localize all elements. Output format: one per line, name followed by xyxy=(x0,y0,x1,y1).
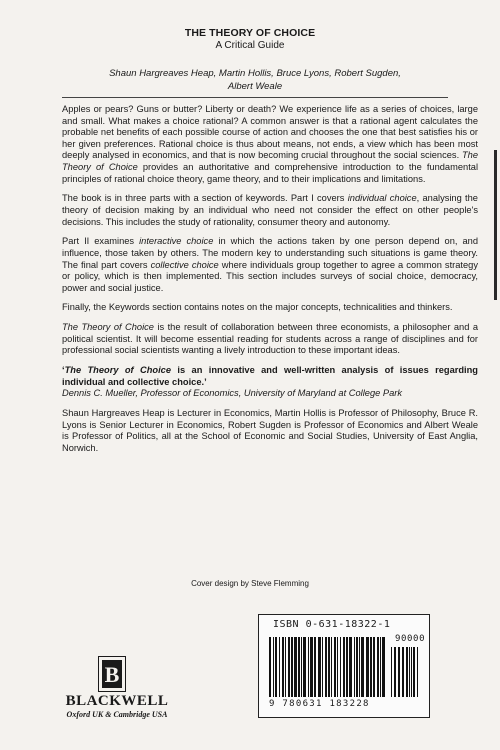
book-title: THE THEORY OF CHOICE xyxy=(184,27,316,39)
barcode-bar xyxy=(373,637,375,697)
barcode-bar xyxy=(343,637,345,697)
author-bios: Shaun Hargreaves Heap is Lecturer in Economics, Martin Hollis is Professor of Philosophy, Bruce R. Lyons is Senior Lecturer in Economics, Robert Sugden is Professor of Economics and Albert Weale is Professor of Politics, all at the School of Economic and Social Studies, University of East Anglia, Norwich. xyxy=(62,408,478,453)
barcode-bar xyxy=(288,637,290,697)
price-barcode-bar xyxy=(411,647,412,697)
price-code: 90000 xyxy=(395,634,426,644)
ean-number: 9 780631 183228 xyxy=(269,699,370,709)
blurb-paragraph-intro: Apples or pears? Guns or butter? Liberty or death? We experience life as a series of choices, large and small. What makes a choice rational? A common answer is that a rational agent calculates the probable net benefits of each possible course of action and chooses the one that best satisfies his or her given preferences. Rational choice is thus about means, not ends, a view which has been most deeply analysed in economics, and that is now becoming crucial throughout the social sciences. The Theory of Choice provides an authoritative and comprehensive introduction to the fundamental principles of rational choice theory, game theory, and to their implications and limitations. xyxy=(62,104,479,184)
barcode-bar xyxy=(377,637,379,697)
price-barcode-bar xyxy=(398,647,400,697)
price-barcode-bar xyxy=(417,647,418,697)
barcode-bar xyxy=(314,637,316,697)
barcode-bar xyxy=(349,637,352,697)
barcode-bar xyxy=(298,637,300,697)
blurb-paragraph-keywords: Finally, the Keywords section contains notes on the major concepts, technicalities and thinkers. xyxy=(62,302,453,313)
isbn-number: ISBN 0-631-18322-1 xyxy=(273,619,391,630)
barcode-bar xyxy=(291,637,293,697)
barcode-bar xyxy=(308,637,309,697)
barcode-bar xyxy=(282,637,284,697)
header-divider xyxy=(62,97,448,98)
barcode-bar xyxy=(380,637,381,697)
barcode-bar xyxy=(346,637,348,697)
price-barcode-bar xyxy=(394,647,396,697)
blurb-paragraph-parts: The book is in three parts with a section of keywords. Part I covers individual choice, analysing the theory of decision making by an individual who need not consider the effect on other people's decisions. This includes the study of rationality, consumer theory and autonomy. xyxy=(62,193,478,227)
barcode-bar xyxy=(310,637,313,697)
barcode-bar xyxy=(361,637,364,697)
author-list xyxy=(60,67,450,93)
barcode-bar xyxy=(334,637,336,697)
barcode-bar xyxy=(337,637,338,697)
barcode-bar xyxy=(325,637,327,697)
price-barcode-bar xyxy=(402,647,404,697)
authors-line-2: Albert Weale xyxy=(227,81,283,92)
barcode-bar xyxy=(370,637,372,697)
price-barcode-bar xyxy=(409,647,410,697)
blurb xyxy=(62,104,478,463)
barcode-bar xyxy=(303,637,306,697)
barcode-bar xyxy=(269,637,271,697)
review-quote: ‘The Theory of Choice is an innovative and well-written analysis of issues regarding individual and collective choice.’ xyxy=(62,365,478,387)
blurb-paragraph-part-two: Part II examines interactive choice in which the actions taken by one person depend on, and influence, those taken by others. The modern key to understanding such situations is game theory. The final part covers collective choice where individuals group together to agree a common strategy or policy, which is then implemented. This section includes surveys of social choice, democracy, power and social justice. xyxy=(62,236,478,293)
barcode-bar xyxy=(294,637,297,697)
barcode-bar xyxy=(340,637,341,697)
barcode-bar xyxy=(382,637,385,697)
price-barcode-bar xyxy=(406,647,408,697)
publisher-logo xyxy=(98,656,126,692)
barcode-bar xyxy=(279,637,280,697)
publisher-name: BLACKWELL xyxy=(65,693,169,709)
barcode-bar xyxy=(275,637,277,697)
book-subtitle: A Critical Guide xyxy=(215,40,285,51)
barcode-bar xyxy=(366,637,369,697)
barcode-bar xyxy=(328,637,330,697)
authors-line-1: Shaun Hargreaves Heap, Martin Hollis, Bruce Lyons, Robert Sugden, xyxy=(109,68,401,79)
barcode-bar xyxy=(285,637,286,697)
barcode-bar xyxy=(354,637,355,697)
svg-text:B: B xyxy=(104,662,120,687)
cover-design-credit: Cover design by Steve Flemming xyxy=(191,579,309,588)
barcode-bars xyxy=(267,633,421,699)
barcode-bar xyxy=(273,637,274,697)
barcode-bar xyxy=(322,637,323,697)
price-barcode-bar xyxy=(413,647,415,697)
barcode-bar xyxy=(359,637,360,697)
price-barcode-bar xyxy=(391,647,392,697)
barcode-bar xyxy=(331,637,332,697)
barcode-bar xyxy=(318,637,321,697)
barcode-bar xyxy=(356,637,358,697)
publisher-places: Oxford UK & Cambridge USA xyxy=(66,710,168,719)
isbn-barcode xyxy=(258,614,430,718)
spine-edge-mark xyxy=(494,150,497,300)
publisher-logo-icon xyxy=(99,657,125,691)
barcode-bar xyxy=(301,637,302,697)
review-quote-author: Dennis C. Mueller, Professor of Economics, University of Maryland at College Park xyxy=(62,388,402,399)
blurb-paragraph-collaboration: The Theory of Choice is the result of collaboration between three economists, a philosopher and a political scientist. It will become essential reading for students across a range of disciplines and for professional social scientists wanting a lively introduction to these important ideas. xyxy=(62,322,478,356)
